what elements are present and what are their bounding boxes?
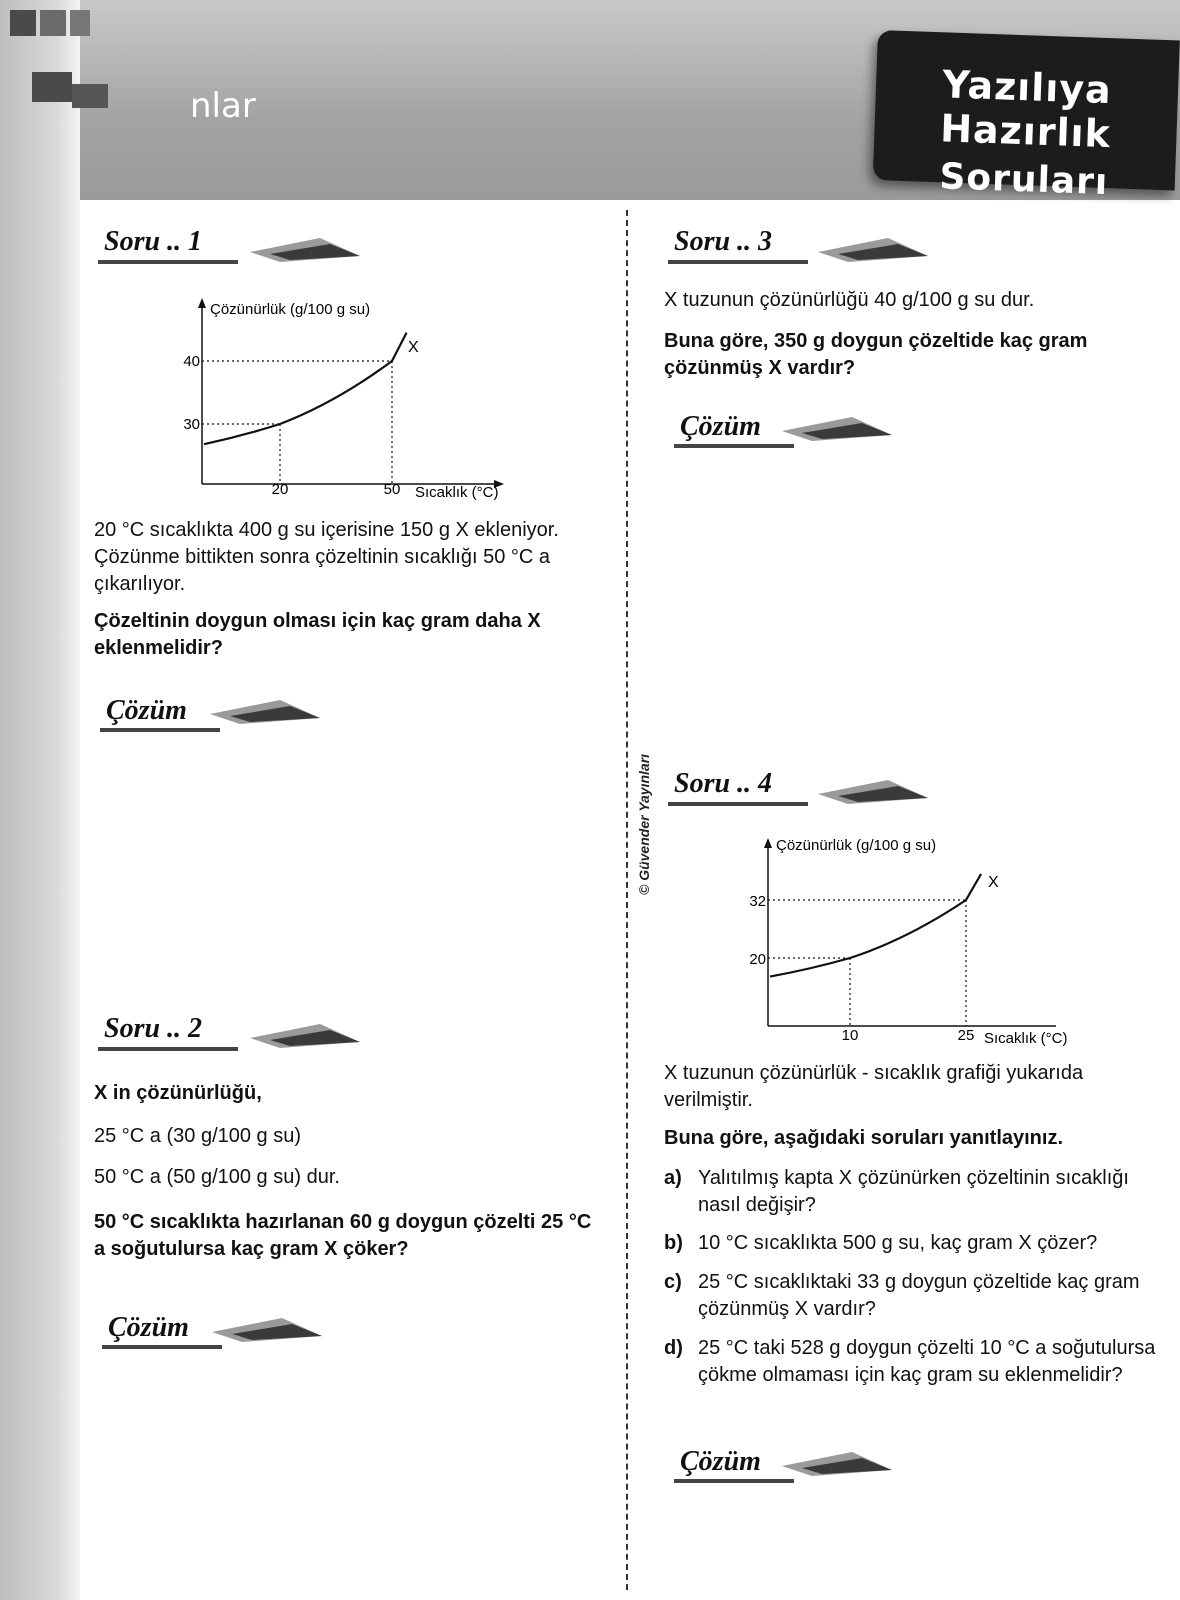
q4-solution-label [680, 1446, 761, 1478]
q1-title-underline [98, 260, 238, 264]
q4-decorative-arrow-icon [818, 774, 928, 808]
q4-statement: X tuzunun çözünürlük - sıcaklık grafiği yukarıda verilmiştir. [664, 1062, 1084, 1111]
q2-solution-text: Çözüm [108, 1312, 189, 1343]
q4-option-c-letter: c) [664, 1271, 682, 1293]
q2-title [104, 1013, 202, 1045]
q1-solubility-curve [204, 333, 407, 445]
q2-title-underline [98, 1047, 238, 1051]
q2-intro: X in çözünürlüğü, [94, 1082, 262, 1104]
q4-solubility-chart [726, 830, 1086, 1050]
q2-solution-label [108, 1312, 189, 1344]
q1-y-tick-40: 40 [183, 353, 200, 370]
q3-solution-label [680, 411, 761, 443]
q1-y-tick-30: 30 [183, 416, 200, 433]
yazili-hazirlik-badge [873, 30, 1180, 204]
q4-y-tick-32: 32 [749, 893, 766, 910]
q2-title-text: Soru .. 2 [104, 1013, 203, 1044]
q3-solution-underline [674, 444, 794, 448]
q4-option-a-text: Yalıtılmış kapta X çözünürken çözeltinin sıcaklığı nasıl değişir? [698, 1167, 1129, 1216]
q3-solution-arrow-icon [782, 411, 892, 445]
q4-y-tick-20: 20 [749, 951, 766, 968]
q4-title-text: Soru .. 4 [674, 768, 773, 799]
q4-option-d-letter: d) [664, 1337, 683, 1359]
q4-title-underline [668, 802, 808, 806]
logo-blocks [10, 10, 110, 130]
q4-option-c [664, 1269, 1158, 1325]
q1-y-axis-label: Çözünürlük (g/100 g su) [210, 301, 371, 318]
q1-solution-arrow-icon [210, 694, 320, 728]
publisher-credit: © Güvender Yayınları [636, 753, 652, 895]
q2-decorative-arrow-icon [250, 1018, 360, 1052]
q2-line1: 25 °C a (30 g/100 g su) [94, 1125, 302, 1147]
q1-solubility-chart [160, 294, 520, 506]
q2-line2: 50 °C a (50 g/100 g su) dur. [94, 1166, 340, 1188]
q3-decorative-arrow-icon [818, 232, 928, 266]
q3-title-underline [668, 260, 808, 264]
q1-solution-text: Çözüm [106, 695, 187, 726]
badge-line2: Soruları [938, 156, 1109, 204]
q4-x-tick-25: 25 [957, 1027, 975, 1044]
q2-solution-underline [102, 1345, 222, 1349]
q1-title-text: Soru .. 1 [104, 226, 203, 257]
q4-y-axis-arrow-icon [764, 838, 772, 848]
q1-x-tick-50: 50 [383, 481, 401, 498]
q3-solution-text: Çözüm [680, 411, 761, 442]
q4-x-tick-10: 10 [841, 1027, 859, 1044]
q1-x-tick-20: 20 [271, 481, 289, 498]
q4-option-b-letter: b) [664, 1232, 683, 1254]
q3-title-text: Soru .. 3 [674, 226, 773, 257]
q1-title [104, 226, 202, 258]
q4-option-a [664, 1165, 1158, 1221]
q4-solution-text: Çözüm [680, 1446, 761, 1477]
q4-option-a-letter: a) [664, 1167, 682, 1189]
q1-question: Çözeltinin doygun olması için kaç gram daha X eklenmelidir? [94, 610, 541, 659]
q1-statement: 20 °C sıcaklıkta 400 g su içerisine 150 g X ekleniyor. Çözünme bittikten sonra çözeltinin sıcaklığı 50 °C a çıkarılıyor. [94, 519, 559, 595]
section-title-fragment: nlar [190, 86, 256, 126]
badge-line1: Yazılıya Hazırlık [939, 62, 1113, 157]
q4-option-c-text: 25 °C sıcaklıktaki 33 g doygun çözeltide kaç gram çözünmüş X vardır? [698, 1271, 1140, 1320]
q4-option-b [664, 1230, 1158, 1260]
q4-option-d-text: 25 °C taki 528 g doygun çözelti 10 °C a soğutulursa çökme olmaması için kaç gram su eklenmelidir? [698, 1337, 1156, 1386]
q4-solution-underline [674, 1479, 794, 1483]
q4-solubility-curve [770, 874, 981, 977]
q4-question: Buna göre, aşağıdaki soruları yanıtlayınız. [664, 1127, 1064, 1149]
q4-title [674, 768, 772, 800]
q3-question: Buna göre, 350 g doygun çözeltide kaç gram çözünmüş X vardır? [664, 330, 1088, 379]
q2-question: 50 °C sıcaklıkta hazırlanan 60 g doygun çözelti 25 °C a soğutulursa kaç gram X çöker? [94, 1211, 592, 1260]
q1-x-axis-label: Sıcaklık (°C) [415, 484, 499, 501]
q4-x-axis-label: Sıcaklık (°C) [984, 1030, 1068, 1047]
q4-y-axis-label: Çözünürlük (g/100 g su) [776, 837, 937, 854]
q2-solution-arrow-icon [212, 1312, 322, 1346]
q4-series-label: X [988, 874, 999, 891]
column-divider [626, 210, 628, 1590]
page-edge-strip [0, 0, 80, 1600]
q1-solution-label [106, 695, 187, 727]
q1-y-axis-arrow-icon [198, 298, 206, 308]
q1-series-label: X [408, 339, 419, 356]
q4-option-b-text: 10 °C sıcaklıkta 500 g su, kaç gram X çözer? [698, 1232, 1098, 1254]
q3-title [674, 226, 772, 258]
q4-option-d [664, 1335, 1158, 1419]
q4-solution-arrow-icon [782, 1446, 892, 1480]
q1-solution-underline [100, 728, 220, 732]
q1-decorative-arrow-icon [250, 232, 360, 266]
q3-statement: X tuzunun çözünürlüğü 40 g/100 g su dur. [664, 289, 1035, 311]
